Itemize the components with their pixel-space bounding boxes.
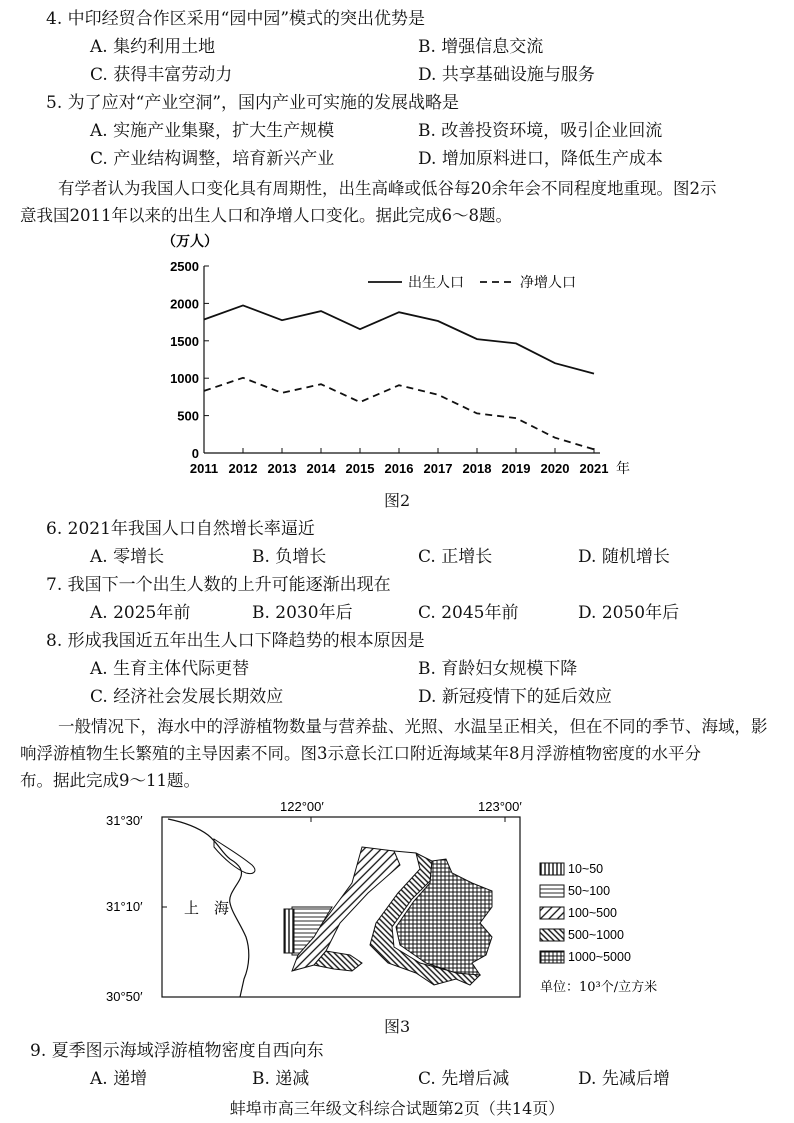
y-tick-label: 0 <box>191 446 199 461</box>
legend-label-100-500: 100~500 <box>568 906 618 920</box>
y-tick-label: 2000 <box>170 296 199 312</box>
q8-option-c: C. 经济社会发展长期效应 <box>90 687 284 707</box>
q7-option-d: D. 2050年后 <box>578 603 680 623</box>
q6-option-c: C. 正增长 <box>418 547 493 567</box>
legend-unit: 单位：10³个/立方米 <box>540 980 658 995</box>
lat-label-3130: 31°30′ <box>106 813 143 828</box>
x-axis-suffix: 年 <box>616 460 630 476</box>
legend-label-50-100: 50~100 <box>568 884 611 898</box>
q6-option-b: B. 负增长 <box>252 547 327 567</box>
legend-label-1000-5000: 1000~5000 <box>568 950 631 964</box>
legend-label-net-increase: 净增人口 <box>520 274 576 290</box>
intro2-line3: 布。据此完成9～11题。 <box>20 771 200 790</box>
x-tick-label: 2011 <box>189 461 219 476</box>
q8-option-a: A. 生育主体代际更替 <box>90 659 250 679</box>
lat-label-3050: 30°50′ <box>106 989 143 1004</box>
legend-label-500-1000: 500~1000 <box>568 928 624 942</box>
lat-label-3110: 31°10′ <box>106 899 143 914</box>
series-line-births <box>204 305 594 373</box>
x-tick-label: 2019 <box>501 461 531 476</box>
q4-option-b: B. 增强信息交流 <box>418 37 544 57</box>
q9-stem: 9. 夏季图示海域浮游植物密度自西向东 <box>30 1041 324 1061</box>
q5-option-b: B. 改善投资环境，吸引企业回流 <box>418 121 663 141</box>
intro1-line2: 意我国2011年以来的出生人口和净增人口变化。据此完成6～8题。 <box>20 206 512 225</box>
q7-stem: 7. 我国下一个出生人数的上升可能逐渐出现在 <box>46 575 391 595</box>
place-label-shanghai: 上 海 <box>184 899 230 917</box>
island-outline <box>214 839 255 874</box>
q9-option-d: D. 先减后增 <box>578 1069 670 1089</box>
legend-swatch-100-500 <box>540 907 564 919</box>
series-line-net-increase <box>204 378 594 450</box>
legend-swatch-10-50 <box>540 863 564 875</box>
q9-option-c: C. 先增后减 <box>418 1069 510 1089</box>
q7-option-a: A. 2025年前 <box>90 603 191 623</box>
y-tick-label: 1500 <box>170 333 199 349</box>
legend-label-10-50: 10~50 <box>568 862 604 876</box>
q4-option-d: D. 共享基础设施与服务 <box>418 65 595 85</box>
x-tick-label: 2012 <box>228 461 258 476</box>
y-tick-label: 500 <box>177 408 199 424</box>
intro2-line1: 一般情况下，海水中的浮游植物数量与营养盐、光照、水温呈正相关，但在不同的季节、海域，影 <box>58 717 768 736</box>
x-tick-label: 2014 <box>306 461 336 476</box>
q6-stem: 6. 2021年我国人口自然增长率逼近 <box>46 519 315 539</box>
lon-label-123: 123°00′ <box>478 799 522 814</box>
x-tick-label: 2021 <box>579 461 609 476</box>
q6-option-a: A. 零增长 <box>90 547 165 567</box>
q5-option-a: A. 实施产业集聚，扩大生产规模 <box>90 121 335 141</box>
q7-option-c: C. 2045年前 <box>418 603 519 623</box>
q9-option-a: A. 递增 <box>90 1069 148 1089</box>
figure-2-line-chart <box>150 228 670 480</box>
figure-3-caption: 图3 <box>384 1017 411 1036</box>
legend-swatch-50-100 <box>540 885 564 897</box>
x-tick-label: 2018 <box>462 461 492 476</box>
q4-option-a: A. 集约利用土地 <box>90 37 216 57</box>
x-tick-label: 2013 <box>267 461 297 476</box>
q8-option-b: B. 育龄妇女规模下降 <box>418 659 578 679</box>
q4-stem: 4. 中印经贸合作区采用“园中园”模式的突出优势是 <box>46 9 426 29</box>
lon-label-122: 122°00′ <box>280 799 324 814</box>
q4-option-c: C. 获得丰富劳动力 <box>90 65 233 85</box>
q6-option-d: D. 随机增长 <box>578 547 670 567</box>
y-tick-label: 2500 <box>170 259 199 274</box>
x-tick-label: 2020 <box>540 461 570 476</box>
intro2-line2: 响浮游植物生长繁殖的主导因素不同。图3示意长江口附近海域某年8月浮游植物密度的水平分 <box>20 744 701 763</box>
map-legend <box>540 862 657 995</box>
intro1-line1: 有学者认为我国人口变化具有周期性，出生高峰或低谷每20余年会不同程度地重现。图2示 <box>58 179 717 198</box>
x-tick-label: 2016 <box>384 461 414 476</box>
legend-label-births: 出生人口 <box>408 274 464 290</box>
figure-3-density-map <box>100 795 700 1007</box>
x-tick-label: 2017 <box>423 461 453 476</box>
q8-stem: 8. 形成我国近五年出生人口下降趋势的根本原因是 <box>46 631 425 651</box>
page-footer: 蚌埠市高三年级文科综合试题第2页（共14页） <box>229 1099 565 1118</box>
figure-2-caption: 图2 <box>384 491 411 510</box>
q9-option-b: B. 递减 <box>252 1069 310 1089</box>
x-tick-label: 2015 <box>345 461 375 476</box>
y-axis-label: （万人） <box>162 233 218 249</box>
legend-swatch-500-1000 <box>540 929 564 941</box>
q5-option-d: D. 增加原料进口，降低生产成本 <box>418 149 663 169</box>
y-tick-label: 1000 <box>170 371 199 387</box>
q8-option-d: D. 新冠疫情下的延后效应 <box>418 687 612 707</box>
zone-10-50 <box>284 909 294 953</box>
q5-option-c: C. 产业结构调整，培育新兴产业 <box>90 149 335 169</box>
legend-swatch-1000-5000 <box>540 951 564 963</box>
q7-option-b: B. 2030年后 <box>252 603 353 623</box>
q5-stem: 5. 为了应对“产业空洞”，国内产业可实施的发展战略是 <box>46 93 460 113</box>
